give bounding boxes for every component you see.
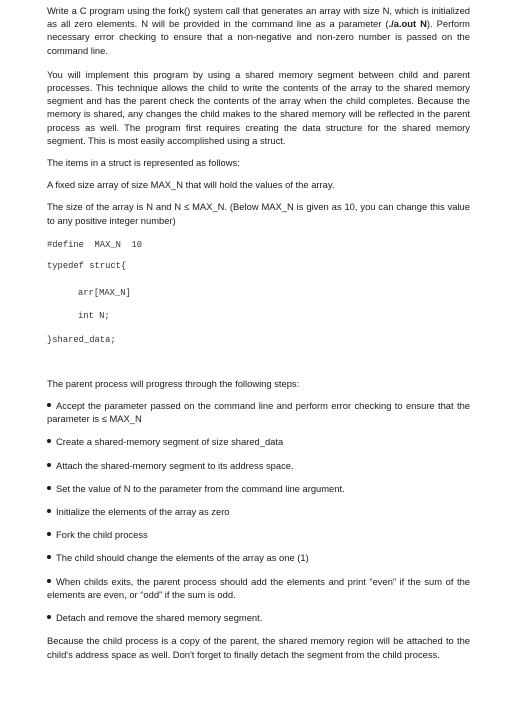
bullet-icon: [47, 439, 51, 443]
list-item-text: Attach the shared-memory segment to its address space.: [56, 459, 294, 471]
command-example: ./a.out N: [388, 18, 427, 30]
list-item-text: When childs exits, the parent process should add the elements and print “even” if the sum of the elements are even, or “odd” if the sum is odd.: [47, 575, 470, 600]
list-item: [47, 528, 470, 541]
code-line-int: int N;: [78, 311, 110, 322]
code-line-close: }shared_data;: [47, 334, 116, 345]
intro-paragraph: [47, 4, 470, 57]
bullet-icon: [47, 403, 51, 407]
list-item-text: Detach and remove the shared memory segment.: [56, 612, 263, 624]
bullet-icon: [47, 555, 51, 559]
array-description-paragraph: A fixed size array of size MAX_N that will hold the values of the array.: [47, 179, 335, 191]
list-item: [47, 575, 470, 601]
code-line-define: #define MAX_N 10: [47, 239, 143, 250]
list-item-text: The child should change the elements of the array as one (1): [56, 552, 309, 564]
list-item: [47, 551, 470, 564]
list-item-text: Set the value of N to the parameter from the command line argument.: [56, 482, 345, 494]
list-item: [47, 435, 470, 448]
bullet-icon: [47, 615, 51, 619]
steps-intro-paragraph: The parent process will progress through the following steps:: [47, 377, 300, 389]
steps-list: [47, 399, 470, 624]
list-item-text: Fork the child process: [56, 529, 148, 541]
bullet-icon: [47, 532, 51, 536]
shared-memory-paragraph: You will implement this program by using a shared memory segment between child and parent processes. This technique allows the child to write the contents of the array to the shared memory segment and has the parent check the contents of the array when the child completes. Because the memory is shared, any changes the child makes to the shared memory will be reflected in the parent process as well. The program first requires creating the data structure for the shared memory segment. This is most easily accomplished using a struct.: [47, 68, 470, 146]
list-item: [47, 459, 470, 472]
intro-text-start: Write a C program using the fork() system call that generates an array with size N, which is initialized as all zero elements. N will be provided in the command line as a parameter (: [47, 5, 470, 30]
list-item: [47, 505, 470, 518]
list-item: [47, 611, 470, 624]
code-line-array: arr[MAX_N]: [78, 288, 131, 299]
list-item: [47, 399, 470, 425]
code-block: [47, 239, 470, 347]
bullet-icon: [47, 486, 51, 490]
struct-intro-paragraph: The items in a struct is represented as follows:: [47, 157, 240, 169]
array-size-paragraph: The size of the array is N and N ≤ MAX_N. (Below MAX_N is given as 10, you can change this value to any positive integer number): [47, 201, 470, 226]
code-line-typedef: typedef struct{: [47, 261, 127, 272]
list-item-text: Accept the parameter passed on the command line and perform error checking to ensure that the parameter is ≤ MAX_N: [47, 400, 470, 425]
list-item-text: Initialize the elements of the array as zero: [56, 506, 230, 518]
bullet-icon: [47, 579, 51, 583]
bullet-icon: [47, 463, 51, 467]
list-item-text: Create a shared-memory segment of size shared_data: [56, 436, 284, 448]
list-item: [47, 482, 470, 495]
closing-paragraph: Because the child process is a copy of the parent, the shared memory region will be attached to the child's address space as well. Don't forget to finally detach the segment from the child process.: [47, 635, 470, 660]
intro-text-end: ). Perform necessary error checking to ensure that a non-negative and non-zero number is passed on the command line.: [47, 18, 470, 56]
bullet-icon: [47, 509, 51, 513]
